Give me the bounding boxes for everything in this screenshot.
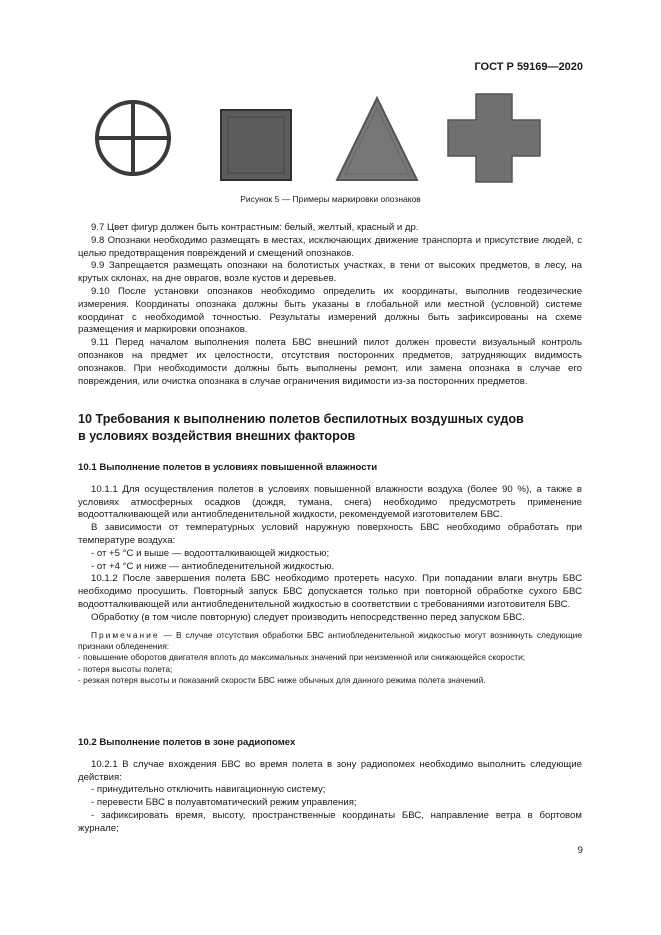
cross-marker-icon bbox=[444, 92, 544, 184]
subsection-10-1-title: 10.1 Выполнение полетов в условиях повышенной влажности bbox=[78, 462, 378, 473]
list-item: - перевести БВС в полуавтоматический режим управления; bbox=[91, 797, 582, 810]
section-9-paragraphs bbox=[78, 222, 582, 388]
subsection-10-2 bbox=[78, 737, 582, 836]
paragraph-9-11: 9.11 Перед началом выполнения полета БВС внешний пилот должен провести визуальный контроль опознаков на предмет их целостности, отсутствия посторонних предметов, затрудняющих видимость опознаков. При необходимости должны быть выполнены ремонт, или замена опознака в случае его повреждения, или очистка опознака в случае ограничения видимости из-за посторонних предметов. bbox=[78, 337, 582, 387]
list-item: - принудительно отключить навигационную систему; bbox=[91, 784, 582, 797]
triangle-marker-icon bbox=[332, 92, 422, 184]
paragraph-9-7: 9.7 Цвет фигур должен быть контрастным: белый, желтый, красный и др. bbox=[91, 222, 419, 233]
section-10-title-line1: 10 Требования к выполнению полетов беспилотных воздушных судов bbox=[78, 412, 524, 426]
paragraph-9-9: 9.9 Запрещается размещать опознаки на болотистых участках, в тени от высоких предметов, в лесу, на крутых склонах, на дне оврагов, возле кустов и деревьев. bbox=[78, 260, 582, 285]
figure-caption: Рисунок 5 — Примеры маркировки опознаков bbox=[240, 194, 421, 204]
paragraph-processing: Обработку (в том числе повторную) следует производить непосредственно перед запуском БВС. bbox=[91, 611, 525, 623]
note bbox=[78, 630, 582, 653]
note-label: Примечание bbox=[91, 629, 160, 640]
paragraph-9-8: 9.8 Опознаки необходимо размещать в местах, исключающих движение транспорта и присутствие людей, с целью предотвращения повреждений и смещений опознаков. bbox=[78, 234, 582, 259]
paragraph-10-1-1: 10.1.1 Для осуществления полетов в условиях повышенной влажности воздуха (более 90 %), а также в условиях атмосферных осадков (дождя, тумана, снега) необходимо предусмотреть применение водоотталкивающей или антиобледенительной жидкости, рекомендуемой изготовителем БВС. bbox=[78, 483, 582, 521]
paragraph-temperature: В зависимости от температурных условий наружную поверхность БВС необходимо обработать при температуре воздуха: bbox=[78, 522, 582, 546]
note-list-item: - потеря высоты полета; bbox=[78, 664, 582, 675]
standard-header: ГОСТ Р 59169—2020 bbox=[474, 61, 583, 73]
section-10-title-line2: в условиях воздействия внешних факторов bbox=[78, 429, 356, 443]
note-list-item: - повышение оборотов двигателя вплоть до максимальных значений при неизменной или снижающейся скорости; bbox=[78, 652, 582, 663]
paragraph-10-2-1: 10.2.1 В случае вхождения БВС во время полета в зону радиопомех необходимо выполнить следующие действия: bbox=[78, 758, 582, 783]
paragraph-9-10: 9.10 После установки опознаков необходимо определить их координаты, выполнив геодезические измерения. Координаты опознака должны быть указаны в глобальной или местной (условной) системе координат с необходимой точностью. Результаты измерений должны быть зафиксированы на схеме размещения и маркировки опознаков. bbox=[78, 285, 582, 336]
page-number: 9 bbox=[577, 845, 583, 856]
figure-5 bbox=[88, 92, 583, 184]
circle-cross-marker-icon bbox=[88, 92, 178, 184]
subsection-10-2-title: 10.2 Выполнение полетов в зоне радиопомех bbox=[78, 737, 296, 748]
list-item: - от +4 °С и ниже — антиобледенительной жидкостью. bbox=[91, 561, 582, 574]
paragraph-10-1-2: 10.1.2 После завершения полета БВС необходимо протереть насухо. При попадании влаги внутрь БВС необходимо просушить. Повторный запуск БВС допускается только при повторной обработке сухого БВС водоотталкивающей или антиобледенительной жидкостью в соответствии с требованиями изготовителя БВС. bbox=[78, 573, 582, 610]
list-item: - от +5 °С и выше — водоотталкивающей жидкостью; bbox=[91, 548, 582, 561]
list-item: - зафиксировать время, высоту, пространственные координаты БВС, направление ветра в бортовом журнале; bbox=[78, 810, 582, 836]
square-marker-icon bbox=[216, 92, 296, 184]
section-10-heading bbox=[78, 411, 582, 445]
subsection-10-1 bbox=[78, 462, 582, 687]
note-list-item: - резкая потеря высоты и показаний скорости БВС ниже обычных для данного режима полета значений. bbox=[78, 675, 582, 686]
note-text: — В случае отсутствия обработки БВС антиобледенительной жидкостью могут возникнуть следующие признаки обледенения: bbox=[78, 629, 582, 651]
